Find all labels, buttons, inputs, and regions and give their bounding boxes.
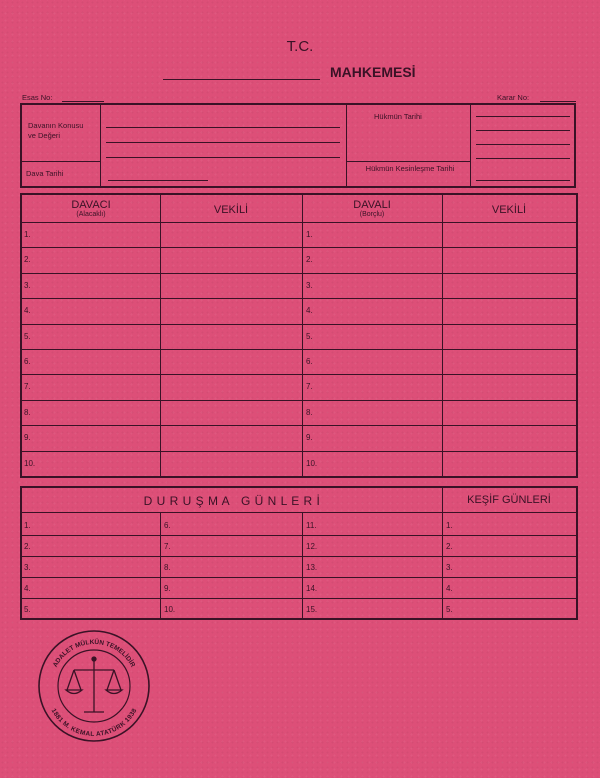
durusma-row-number: 9. — [164, 584, 171, 593]
davaci-header: DAVACI — [71, 199, 111, 211]
davali-row-number: 3. — [306, 280, 313, 290]
scales-icon — [66, 657, 122, 712]
hearing-row-divider — [22, 535, 576, 536]
table-row — [22, 349, 576, 350]
table-row — [22, 273, 576, 274]
hukum-tarihi-field[interactable] — [476, 158, 570, 159]
davaci-row-number: 8. — [24, 407, 31, 417]
kesif-row-number: 1. — [446, 521, 453, 530]
davali-row-number: 8. — [306, 407, 313, 417]
davaci-row-number: 4. — [24, 306, 31, 316]
durusma-row-number: 12. — [306, 542, 318, 551]
durusma-row-number: 6. — [164, 521, 171, 530]
davaci-row-number: 2. — [24, 255, 31, 265]
durusma-row-number: 10. — [164, 605, 176, 614]
col-divider — [302, 195, 303, 476]
kesif-row-number: 4. — [446, 584, 453, 593]
durusma-row-number: 11. — [306, 521, 317, 530]
vekili2-header: VEKİLİ — [491, 204, 527, 216]
davali-header: DAVALI — [353, 199, 391, 211]
hearing-row-divider — [22, 556, 576, 557]
hearing-row-divider — [22, 598, 576, 599]
durusma-row-number: 7. — [164, 542, 171, 551]
davali-sub: (Borçlu) — [359, 211, 385, 218]
kesif-row-number: 2. — [446, 542, 453, 551]
durusma-row-number: 5. — [24, 605, 31, 614]
kesif-header: KEŞİF GÜNLERİ — [467, 494, 551, 506]
info-divider — [346, 161, 470, 162]
kesif-row-number: 3. — [446, 563, 453, 572]
table-row — [22, 425, 576, 426]
davaci-row-number: 1. — [24, 230, 31, 239]
header-mahkemesi: MAHKEMESİ — [330, 64, 416, 80]
table-row — [22, 400, 576, 401]
hukum-tarihi-field[interactable] — [476, 144, 570, 145]
davali-row-number: 9. — [306, 433, 313, 443]
karar-no-label: Karar No: — [497, 93, 530, 102]
konu-line-1[interactable] — [106, 127, 340, 128]
davaci-row-number: 7. — [24, 382, 31, 392]
davali-row-number: 10. — [306, 458, 318, 468]
table-row — [22, 247, 576, 248]
durusma-row-number: 1. — [24, 521, 31, 530]
durusma-header: D U R U Ş M A G Ü N L E R İ — [143, 494, 321, 508]
kesif-row-number: 5. — [446, 605, 453, 614]
table-row — [22, 222, 576, 223]
esas-no-field[interactable] — [62, 101, 104, 102]
davaci-row-number: 3. — [24, 280, 31, 290]
table-row — [22, 451, 576, 452]
davaci-row-number: 5. — [24, 331, 31, 341]
hukum-tarihi-field[interactable] — [476, 130, 570, 131]
konu-line-2[interactable] — [106, 142, 340, 143]
hukmun-kesinlesme-label: Hükmün Kesinleşme Tarihi — [365, 164, 455, 173]
adalet-seal — [36, 628, 152, 744]
durusma-row-number: 13. — [306, 563, 318, 572]
seal-bottom-text: 1881 M. KEMAL ATATÜRK 1938 — [49, 707, 139, 739]
karar-no-field[interactable] — [540, 101, 576, 102]
dava-tarihi-label: Dava Tarihi — [26, 169, 64, 178]
konu-line-3[interactable] — [106, 157, 340, 158]
row-divider — [22, 512, 576, 513]
durusma-row-number: 4. — [24, 584, 31, 593]
hukmun-tarihi-label: Hükmün Tarihi — [374, 112, 422, 121]
col-divider — [302, 512, 303, 618]
durusma-row-number: 3. — [24, 563, 31, 572]
esas-no-label: Esas No: — [22, 93, 53, 102]
hearing-row-divider — [22, 577, 576, 578]
info-divider — [346, 105, 347, 186]
durusma-row-number: 2. — [24, 542, 31, 551]
col-divider — [160, 512, 161, 618]
davali-row-number: 5. — [306, 331, 313, 341]
info-divider — [22, 161, 100, 162]
dava-tarihi-field[interactable] — [108, 180, 208, 181]
durusma-row-number: 8. — [164, 563, 171, 572]
davali-row-number: 6. — [306, 357, 313, 366]
info-divider — [470, 105, 471, 186]
davaci-row-number: 10. — [24, 458, 36, 468]
table-row — [22, 298, 576, 299]
parties-table — [20, 193, 578, 478]
davali-row-number: 2. — [306, 255, 313, 265]
durusma-row-number: 14. — [306, 584, 318, 593]
col-divider — [160, 195, 161, 476]
davali-row-number: 1. — [306, 230, 313, 239]
court-name-line[interactable] — [163, 79, 320, 80]
davanin-konusu-label: Davanın Konusu ve Değeri — [28, 121, 84, 140]
davaci-sub: (Alacaklı) — [76, 211, 106, 218]
hukum-tarihi-field[interactable] — [476, 116, 570, 117]
kesinlesme-tarihi-field[interactable] — [476, 180, 570, 181]
davaci-row-number: 6. — [24, 357, 31, 366]
table-row — [22, 324, 576, 325]
durusma-row-number: 15. — [306, 605, 318, 614]
seal-top-text: ADALET MÜLKÜN TEMELİDİR — [51, 638, 137, 669]
header-tc: T.C. — [286, 38, 314, 55]
davali-row-number: 7. — [306, 382, 313, 392]
davaci-row-number: 9. — [24, 433, 31, 443]
vekili-header: VEKİLİ — [213, 204, 249, 216]
davali-row-number: 4. — [306, 306, 313, 316]
table-row — [22, 374, 576, 375]
info-divider — [100, 105, 101, 186]
col-divider — [442, 195, 443, 476]
